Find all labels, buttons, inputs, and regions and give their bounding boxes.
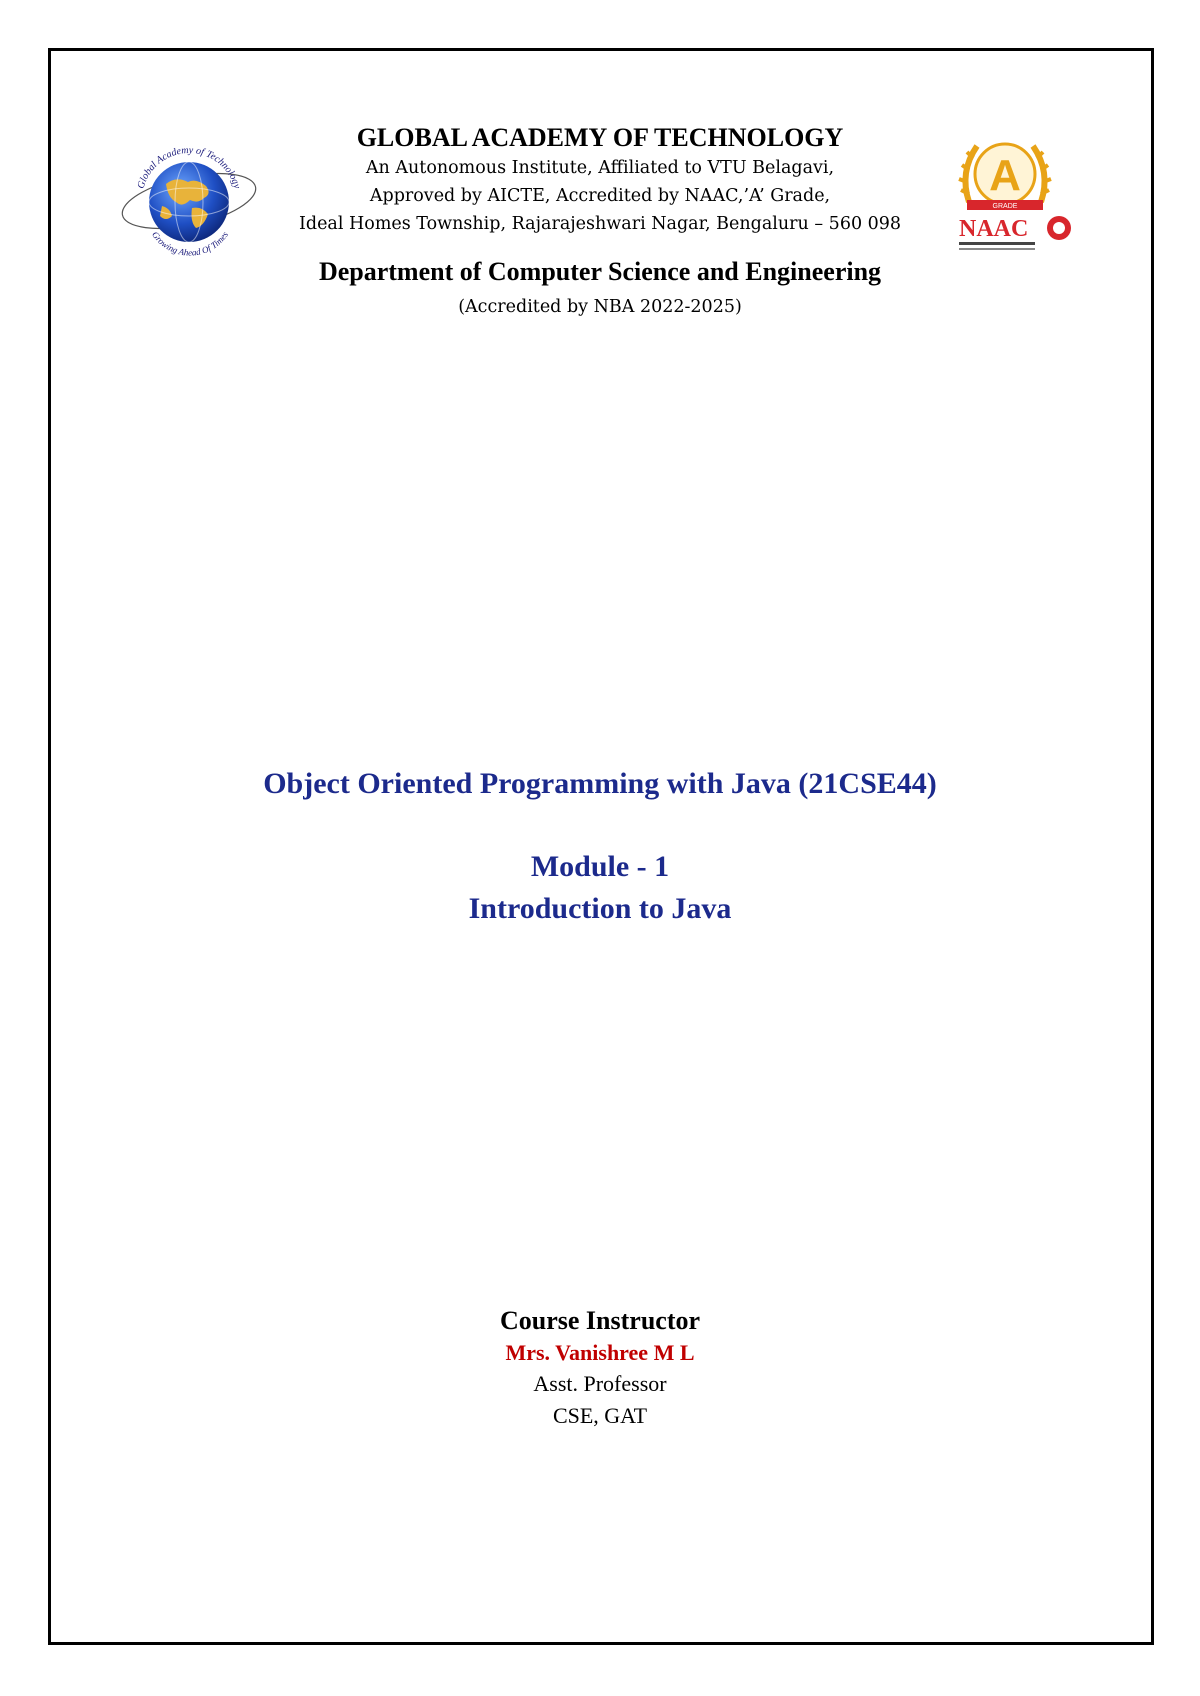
module-number: Module - 1	[530, 850, 670, 883]
globe-icon	[118, 142, 260, 260]
instructor-affiliation: CSE, GAT	[552, 1403, 648, 1428]
department-accreditation: (Accredited by NBA 2022-2025)	[458, 297, 742, 317]
instructor-name: Mrs. Vanishree M L	[505, 1340, 695, 1365]
svg-text:A: A	[989, 151, 1021, 200]
svg-text:Growing Ahead Of Times: Growing Ahead Of Times	[150, 229, 230, 258]
institute-approval: Approved by AICTE, Accredited by NAAC,’A’ Grade,	[369, 186, 831, 206]
instructor-block	[300, 1304, 900, 1432]
institute-affiliation: An Autonomous Institute, Affiliated to VTU Belagavi,	[365, 158, 835, 178]
svg-text:GRADE: GRADE	[992, 203, 1018, 210]
institute-address: Ideal Homes Township, Rajarajeshwari Nagar, Bengaluru – 560 098	[298, 214, 902, 234]
institute-logo	[118, 142, 260, 260]
module-topic: Introduction to Java	[468, 892, 732, 925]
naac-badge	[955, 132, 1077, 262]
course-title: Object Oriented Programming with Java (21CSE44)	[263, 767, 937, 800]
department-name: Department of Computer Science and Engineering	[318, 257, 882, 286]
svg-text:Global Academy of Technology: Global Academy of Technology	[135, 144, 243, 191]
instructor-designation: Asst. Professor	[533, 1371, 667, 1396]
naac-grade-icon	[955, 132, 1077, 262]
svg-text:NAAC: NAAC	[959, 216, 1029, 242]
instructor-heading: Course Instructor	[499, 1306, 701, 1335]
institute-name: GLOBAL ACADEMY OF TECHNOLOGY	[356, 123, 844, 152]
institute-header	[250, 122, 950, 238]
